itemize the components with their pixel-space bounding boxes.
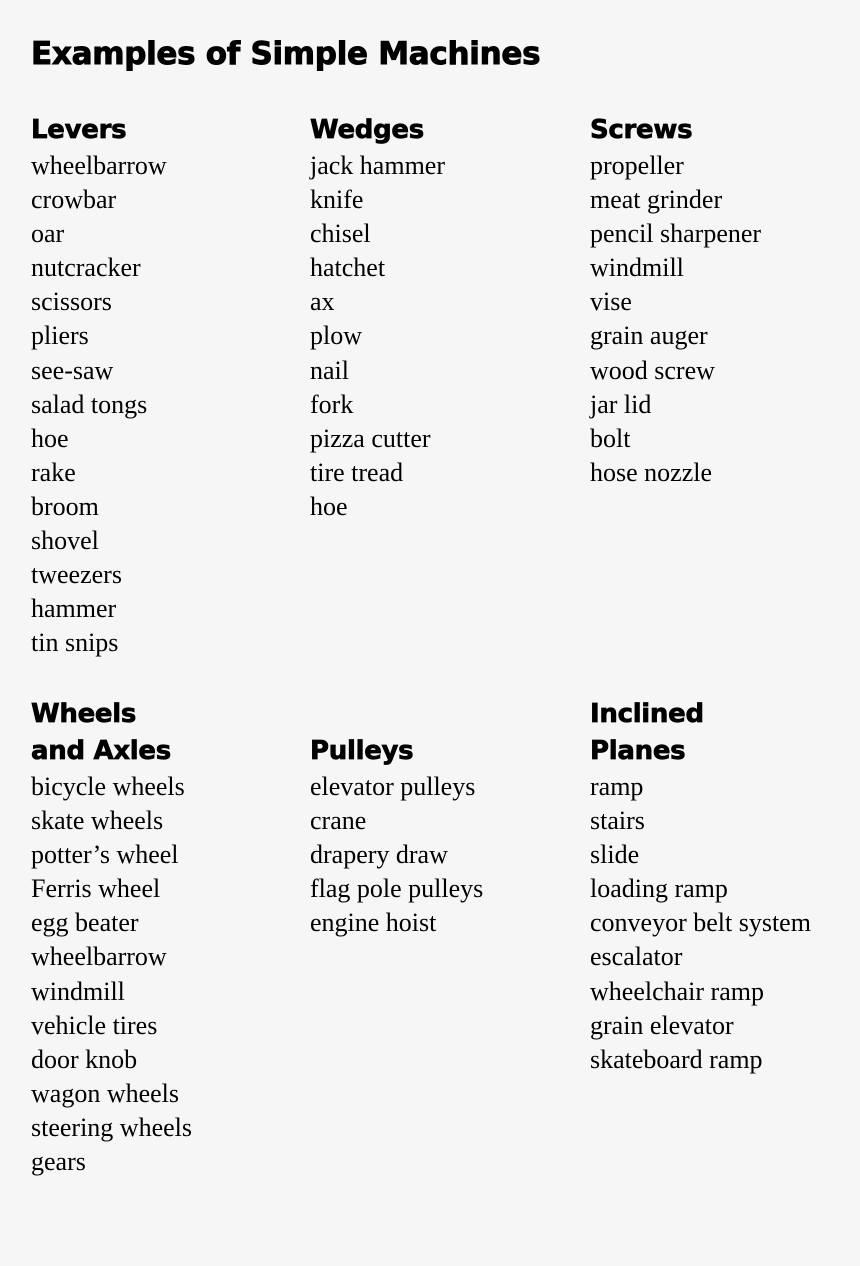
- list-item: Ferris wheel: [31, 874, 161, 904]
- list-item: windmill: [31, 976, 125, 1006]
- list-item: grain auger: [590, 321, 708, 351]
- list-item: hose nozzle: [590, 457, 713, 487]
- list-item: wood screw: [590, 355, 715, 385]
- list-item: knife: [310, 185, 364, 215]
- list-item: shovel: [31, 526, 99, 556]
- list-item: pliers: [31, 321, 89, 351]
- list-item: skateboard ramp: [590, 1044, 763, 1074]
- list-item: wheelchair ramp: [590, 976, 764, 1006]
- list-item: ramp: [590, 772, 644, 801]
- item-list: [31, 770, 286, 1179]
- list-item: fork: [310, 389, 354, 419]
- list-item: propeller: [590, 151, 684, 180]
- list-item: broom: [31, 491, 99, 521]
- section-screws: [590, 112, 845, 490]
- section-inclined-planes: [590, 696, 845, 1077]
- list-item: wheelbarrow: [31, 151, 167, 180]
- list-item: oar: [31, 219, 65, 249]
- list-item: tin snips: [31, 628, 119, 658]
- list-item: nail: [310, 355, 349, 385]
- list-item: hammer: [31, 594, 117, 624]
- section-heading: Inclined Planes: [590, 699, 704, 766]
- list-item: tweezers: [31, 560, 122, 590]
- list-item: nutcracker: [31, 253, 141, 283]
- list-item: escalator: [590, 942, 683, 972]
- list-item: grain elevator: [590, 1010, 734, 1040]
- section-heading: Screws: [590, 115, 693, 145]
- list-item: vise: [590, 287, 632, 317]
- section-heading: Wedges: [310, 115, 424, 145]
- section-heading: Pulleys: [310, 736, 414, 766]
- list-item: wheelbarrow: [31, 942, 167, 972]
- list-item: bolt: [590, 423, 631, 453]
- item-list: [590, 149, 845, 490]
- list-item: pizza cutter: [310, 423, 431, 453]
- section-wheels-and-axles: [31, 696, 286, 1179]
- list-item: bicycle wheels: [31, 772, 185, 801]
- list-item: see-saw: [31, 355, 114, 385]
- list-item: crowbar: [31, 185, 117, 215]
- list-item: jar lid: [590, 389, 652, 419]
- list-item: hoe: [31, 423, 69, 453]
- list-item: crane: [310, 806, 367, 836]
- list-item: tire tread: [310, 457, 404, 487]
- list-item: pencil sharpener: [590, 219, 762, 249]
- list-item: meat grinder: [590, 185, 723, 215]
- list-item: skate wheels: [31, 806, 164, 836]
- list-item: conveyor belt system: [590, 908, 811, 938]
- list-item: ax: [310, 287, 335, 317]
- list-item: gears: [31, 1147, 86, 1177]
- list-item: hatchet: [310, 253, 386, 283]
- section-pulleys: [310, 696, 565, 940]
- list-item: jack hammer: [310, 151, 445, 180]
- list-item: drapery draw: [310, 840, 448, 870]
- section-wedges: [310, 112, 565, 524]
- list-item: engine hoist: [310, 908, 437, 938]
- list-item: hoe: [310, 491, 348, 521]
- list-item: door knob: [31, 1044, 138, 1074]
- section-heading: Wheels and Axles: [31, 699, 171, 766]
- item-list: [310, 149, 565, 524]
- list-item: scissors: [31, 287, 112, 317]
- list-item: stairs: [590, 806, 645, 836]
- section-heading: Levers: [31, 115, 127, 145]
- list-item: steering wheels: [31, 1112, 193, 1142]
- list-item: chisel: [310, 219, 371, 249]
- list-item: flag pole pulleys: [310, 874, 484, 904]
- item-list: [590, 770, 845, 1077]
- list-item: potter’s wheel: [31, 840, 179, 870]
- list-item: egg beater: [31, 908, 139, 938]
- page-title: Examples of Simple Machines: [31, 36, 541, 72]
- list-item: elevator pulleys: [310, 772, 476, 801]
- item-list: [31, 149, 286, 660]
- item-list: [310, 770, 565, 940]
- list-item: loading ramp: [590, 874, 728, 904]
- list-item: windmill: [590, 253, 684, 283]
- list-item: salad tongs: [31, 389, 148, 419]
- list-item: vehicle tires: [31, 1010, 158, 1040]
- list-item: plow: [310, 321, 362, 351]
- section-levers: [31, 112, 286, 660]
- list-item: wagon wheels: [31, 1078, 180, 1108]
- list-item: rake: [31, 457, 76, 487]
- list-item: slide: [590, 840, 640, 870]
